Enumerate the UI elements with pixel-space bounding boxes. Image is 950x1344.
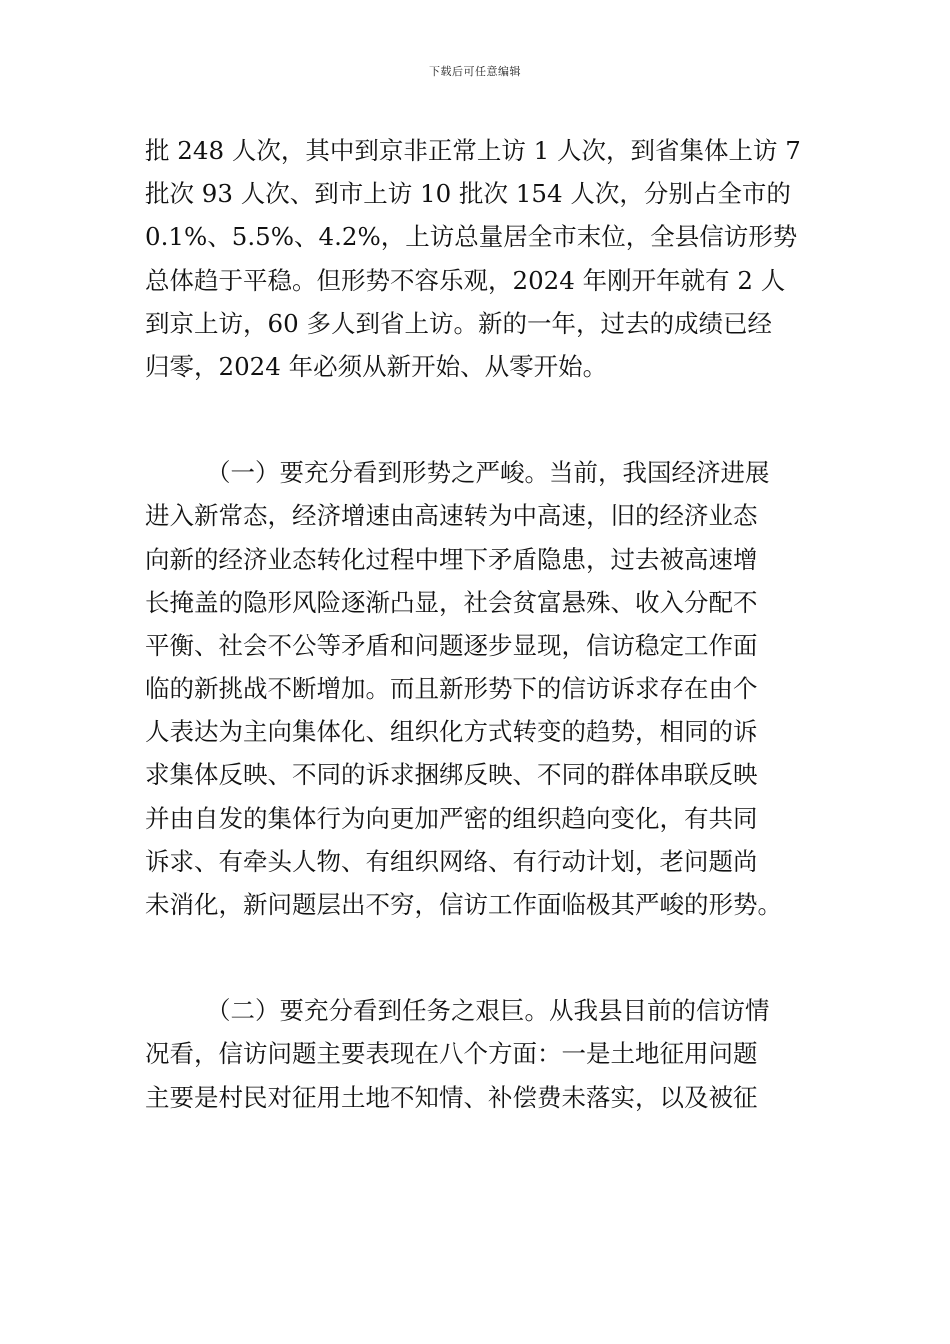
- document-body: [145, 129, 805, 1119]
- paragraph-3: [145, 989, 805, 1119]
- text-line: 临的新挑战不断增加。而且新形势下的信访诉求存在由个: [145, 674, 758, 704]
- text-line: 长掩盖的隐形风险逐渐凸显，社会贫富悬殊、收入分配不: [145, 587, 758, 617]
- text-line: 并由自发的集体行为向更加严密的组织趋向变化，有共同: [145, 803, 758, 833]
- text-line: 主要是村民对征用土地不知情、补偿费未落实，以及被征: [145, 1082, 758, 1112]
- text-line: 批 248 人次，其中到京非正常上访 1 人次，到省集体上访 7: [145, 136, 801, 165]
- text-line: （二）要充分看到任务之艰巨。从我县目前的信访情: [206, 996, 770, 1026]
- paragraph-1: [145, 129, 805, 388]
- text-line: （一）要充分看到形势之严峻。当前，我国经济进展: [206, 458, 770, 488]
- text-line: 求集体反映、不同的诉求捆绑反映、不同的群体串联反映: [145, 760, 758, 790]
- paragraph-gap: [145, 926, 805, 989]
- text-line: 批次 93 人次、到市上访 10 批次 154 人次，分别占全市的: [145, 179, 791, 209]
- text-line: 平衡、社会不公等矛盾和问题逐步显现，信访稳定工作面: [145, 630, 758, 660]
- text-line: 诉求、有牵头人物、有组织网络、有行动计划，老问题尚: [145, 846, 758, 876]
- text-line: 到京上访，60 多人到省上访。新的一年，过去的成绩已经: [145, 308, 772, 338]
- text-line: 归零，2024 年必须从新开始、从零开始。: [145, 351, 608, 381]
- text-line: 进入新常态，经济增速由高速转为中高速，旧的经济业态: [145, 501, 758, 531]
- text-line: 未消化，新问题层出不穷，信访工作面临极其严峻的形势。: [145, 890, 782, 919]
- paragraph-gap: [145, 388, 805, 451]
- text-line: 总体趋于平稳。但形势不容乐观，2024 年刚开年就有 2 人: [145, 265, 786, 295]
- page-header: 下载后可任意编辑: [429, 65, 521, 78]
- text-line: 0.1%、5.5%、4.2%，上访总量居全市末位，全县信访形势: [145, 222, 798, 252]
- text-line: 向新的经济业态转化过程中埋下矛盾隐患，过去被高速增: [145, 544, 758, 574]
- text-line: 况看，信访问题主要表现在八个方面：一是土地征用问题: [145, 1039, 758, 1069]
- text-line: 人表达为主向集体化、组织化方式转变的趋势，相同的诉: [145, 717, 758, 747]
- paragraph-2: [145, 451, 805, 926]
